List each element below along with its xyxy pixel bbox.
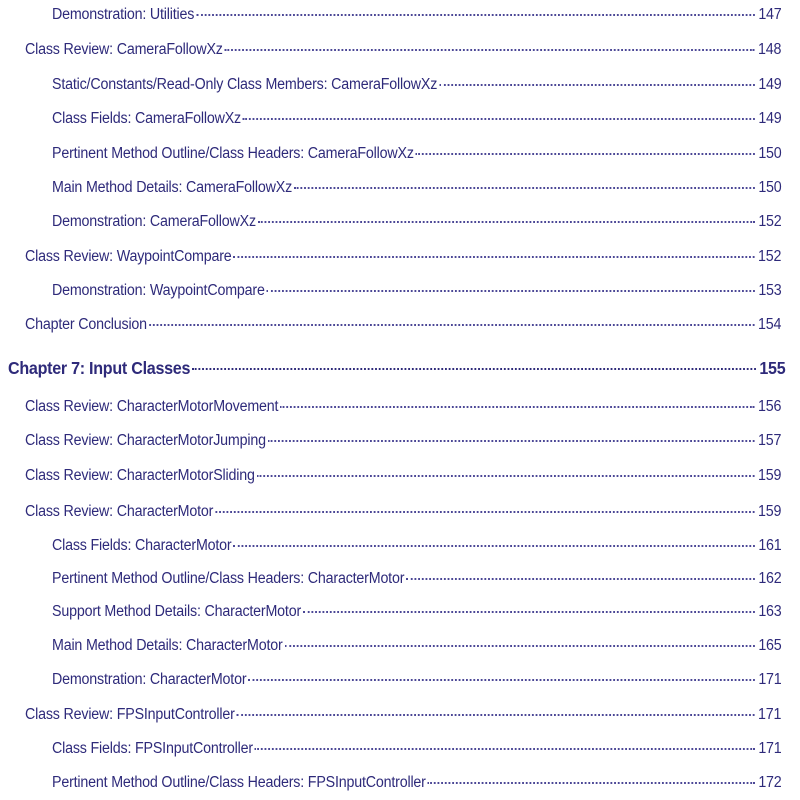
toc-entry-page: 165 <box>758 637 782 654</box>
toc-entry[interactable] <box>25 467 781 485</box>
toc-entry-page: 163 <box>758 603 782 620</box>
toc-entry[interactable] <box>52 110 782 128</box>
dot-leader <box>233 256 754 258</box>
toc-entry-title: Class Review: CharacterMotorSliding <box>25 467 255 484</box>
toc-entry-page: 157 <box>757 432 782 449</box>
toc-entry-title: Class Review: CharacterMotorMovement <box>25 398 279 415</box>
toc-entry-page: 159 <box>757 503 782 520</box>
toc-entry[interactable] <box>52 179 782 197</box>
dot-leader <box>243 118 755 120</box>
toc-entry-page: 172 <box>758 774 782 791</box>
toc-entry[interactable] <box>25 316 781 334</box>
toc-entry-title: Chapter 7: Input Classes <box>8 358 191 378</box>
dot-leader <box>439 84 755 86</box>
toc-entry-title: Class Fields: FPSInputController <box>52 740 253 757</box>
toc-entry-page: 162 <box>758 570 782 587</box>
dot-leader <box>428 782 755 784</box>
toc-entry-page: 171 <box>758 671 782 688</box>
toc-entry-title: Class Review: CameraFollowXz <box>25 41 223 58</box>
toc-entry-title: Support Method Details: CharacterMotor <box>52 603 302 620</box>
toc-entry-title: Static/Constants/Read-Only Class Members: CameraFollowXz <box>52 76 438 93</box>
toc-entry-page: 150 <box>758 145 782 162</box>
toc-entry-page: 147 <box>758 6 782 23</box>
toc-entry-page: 150 <box>758 179 782 196</box>
toc-entry-title: Class Fields: CharacterMotor <box>52 537 232 554</box>
toc-entry[interactable] <box>52 603 782 621</box>
toc-entry[interactable] <box>25 503 781 521</box>
toc-entry-page: 149 <box>758 76 782 93</box>
dot-leader <box>215 511 754 513</box>
toc-entry[interactable] <box>52 6 782 24</box>
toc-entry-title: Pertinent Method Outline/Class Headers: FPSInputController <box>52 774 426 791</box>
toc-entry[interactable] <box>25 398 781 416</box>
toc-entry-title: Class Review: CharacterMotorJumping <box>25 432 266 449</box>
toc-entry-page: 155 <box>759 358 786 378</box>
dot-leader <box>416 153 755 155</box>
toc-entry[interactable] <box>52 282 782 300</box>
dot-leader <box>406 578 755 580</box>
dot-leader <box>303 611 755 613</box>
toc-entry-page: 148 <box>757 41 782 58</box>
dot-leader <box>284 645 754 647</box>
toc-entry-title: Demonstration: Utilities <box>52 6 195 23</box>
toc-entry-page: 171 <box>758 740 782 757</box>
toc-entry-page: 171 <box>757 706 782 723</box>
toc-entry-title: Demonstration: CameraFollowXz <box>52 213 256 230</box>
dot-leader <box>280 406 754 408</box>
toc-entry[interactable] <box>52 76 782 94</box>
toc-entry-page: 152 <box>758 213 782 230</box>
toc-entry-page: 154 <box>757 316 782 333</box>
toc-entry[interactable] <box>52 145 782 163</box>
toc-chapter-heading[interactable] <box>8 358 785 379</box>
dot-leader <box>225 49 755 51</box>
toc-entry-page: 161 <box>758 537 782 554</box>
dot-leader <box>268 440 755 442</box>
toc-entry-page: 149 <box>758 110 782 127</box>
toc-entry[interactable] <box>52 637 782 655</box>
toc-entry-title: Pertinent Method Outline/Class Headers: CharacterMotor <box>52 570 405 587</box>
toc-entry[interactable] <box>25 706 781 724</box>
toc-entry-title: Demonstration: WaypointCompare <box>52 282 265 299</box>
toc-entry-title: Demonstration: CharacterMotor <box>52 671 247 688</box>
dot-leader <box>267 290 755 292</box>
toc-entry[interactable] <box>52 671 782 689</box>
dot-leader <box>258 221 755 223</box>
toc-entry[interactable] <box>25 248 781 266</box>
toc-entry-page: 152 <box>757 248 782 265</box>
toc-entry[interactable] <box>52 774 782 792</box>
toc-entry-title: Main Method Details: CameraFollowXz <box>52 179 293 196</box>
dot-leader <box>196 14 755 16</box>
toc-entry[interactable] <box>25 41 781 59</box>
toc-entry-title: Class Review: FPSInputController <box>25 706 235 723</box>
toc-entry[interactable] <box>52 740 782 758</box>
toc-entry-page: 159 <box>757 467 782 484</box>
toc-entry-page: 156 <box>757 398 782 415</box>
dot-leader <box>255 748 755 750</box>
dot-leader <box>149 324 755 326</box>
toc-entry-title: Main Method Details: CharacterMotor <box>52 637 283 654</box>
toc-entry-title: Class Review: WaypointCompare <box>25 248 232 265</box>
toc-entry-title: Class Review: CharacterMotor <box>25 503 214 520</box>
dot-leader <box>237 714 755 716</box>
dot-leader <box>233 545 754 547</box>
toc-entry[interactable] <box>52 537 782 555</box>
toc-entry-title: Class Fields: CameraFollowXz <box>52 110 242 127</box>
dot-leader <box>248 679 754 681</box>
toc-entry[interactable] <box>52 570 782 588</box>
dot-leader <box>294 187 755 189</box>
toc-entry[interactable] <box>25 432 781 450</box>
dot-leader <box>192 368 756 370</box>
toc-entry[interactable] <box>52 213 782 231</box>
toc-entry-page: 153 <box>758 282 782 299</box>
dot-leader <box>257 475 755 477</box>
toc-entry-title: Chapter Conclusion <box>25 316 147 333</box>
toc-entry-title: Pertinent Method Outline/Class Headers: CameraFollowXz <box>52 145 414 162</box>
